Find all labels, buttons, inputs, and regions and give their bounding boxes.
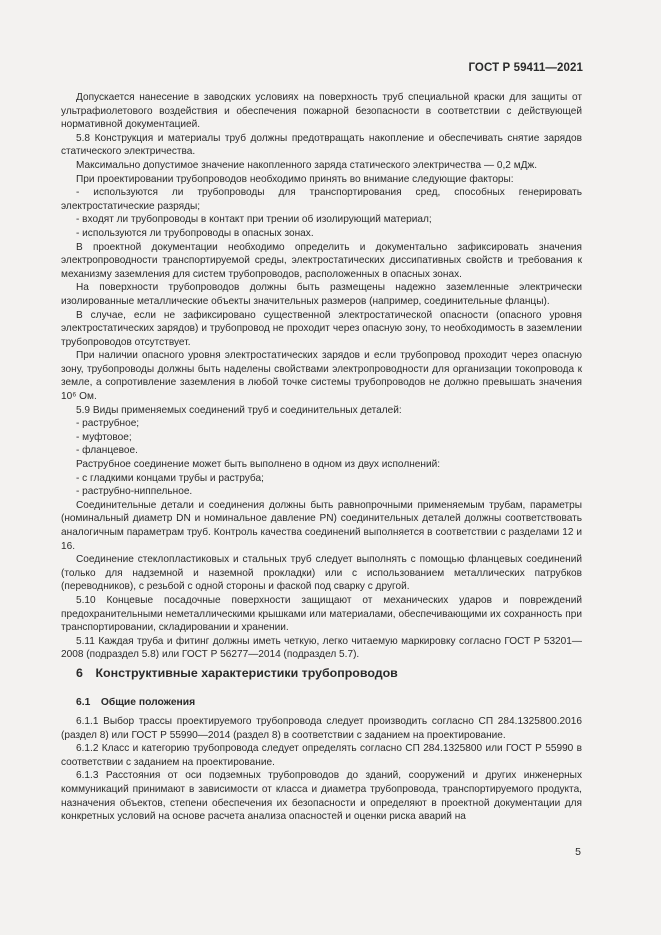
list-item: - с гладкими концами трубы и раструба; <box>76 472 264 484</box>
paragraph: 5.10 Концевые посадочные поверхности защищают от механических ударов и повреждений предохранительными неметаллическими крышками или материалами, обеспечивающими их сохранность при транспортировании, складировании и хранении. <box>61 594 582 634</box>
paragraph: На поверхности трубопроводов должны быть размещены надежно заземленные электрически изолированные металлические объекты значительных размеров (например, соединительные фланцы). <box>61 282 582 307</box>
paragraph: Соединительные детали и соединения должны быть равнопрочными применяемым трубам, параметры (номинальный диаметр DN и номинальное давление PN) соединительных деталей должны соответствовать аналогичным параметрам труб. Контроль качества соединений выполняется в соответствии с разделами 12 и 16. <box>61 499 582 552</box>
section-5-text <box>61 91 582 662</box>
paragraph: 6.1.1 Выбор трассы проектируемого трубопровода следует производить согласно СП 284.1325800.2016 (раздел 8) или ГОСТ Р 55990—2014 (раздел 8) в соответствии с заданием на проектирование. <box>61 716 582 741</box>
list-item: - раструбное; <box>76 418 140 430</box>
paragraph: Раструбное соединение может быть выполнено в одном из двух исполнений: <box>76 459 441 471</box>
paragraph: 6.1.2 Класс и категорию трубопровода следует определять согласно СП 284.1325800 или ГОСТ Р 55990 в соответствии с заданием на проектирование. <box>61 743 582 768</box>
list-item: - раструбно-ниппельное. <box>76 486 193 498</box>
paragraph: В случае, если не зафиксировано существенной электростатической опасности (опасного уровня электростатических зарядов) и трубопровод не проходит через опасную зону, то необходимость в заземлении трубопроводов отсутствует. <box>61 309 582 348</box>
subsection-heading <box>76 697 195 708</box>
list-item: - фланцевое. <box>76 445 138 457</box>
paragraph: При проектировании трубопроводов необходимо принять во внимание следующие факторы: <box>76 173 514 185</box>
list-item: - используются ли трубопроводы для транспортирования сред, способных генерировать электростатические разряды; <box>61 187 582 212</box>
section-6-text <box>61 715 582 824</box>
paragraph: 6.1.3 Расстояния от оси подземных трубопроводов до зданий, сооружений и других инженерных коммуникаций принимают в зависимости от класса и диаметра трубопровода, транспортируемого продукта, назначения объектов, степени обеспечения их безопасности и определяют в проектной документации для конкретных условий на основе расчета анализа опасностей и оценки риска аварий на <box>61 770 582 823</box>
paragraph: Соединение стеклопластиковых и стальных труб следует выполнять с помощью фланцевых соединений (только для надземной и наземной прокладки) или с использованием металлических патрубков (переводников), с резьбой с одной стороны и фаской под сварку с другой. <box>61 554 582 593</box>
section-number: 6 <box>76 666 83 680</box>
section-title: Конструктивные характеристики трубопроводов <box>95 666 398 680</box>
list-item: - используются ли трубопроводы в опасных зонах. <box>76 227 314 239</box>
list-item: - входят ли трубопроводы в контакт при трении об изолирующий материал; <box>76 214 432 226</box>
list-item: - муфтовое; <box>76 431 132 443</box>
section-heading <box>76 666 398 680</box>
paragraph: 5.11 Каждая труба и фитинг должны иметь четкую, легко читаемую маркировку согласно ГОСТ Р 53201—2008 (подраздел 5.8) или ГОСТ Р 56277—2014 (подраздел 5.7). <box>61 635 582 661</box>
subsection-title: Общие положения <box>100 697 196 708</box>
subsection-number: 6.1 <box>76 697 91 708</box>
paragraph: 5.8 Конструкция и материалы труб должны предотвращать накопление и обеспечивать снятие зарядов статического электричества. <box>61 132 582 158</box>
paragraph: Максимально допустимое значение накопленного заряда статического электричества — 0,2 мДж. <box>76 159 538 171</box>
paragraph: При наличии опасного уровня электростатических зарядов и если трубопровод проходит через опасную зону, трубопроводы должны быть наделены свойствами электропроводности для организации токопровода к земле, а сопротивление заземления в любой точке системы трубопроводов не должно превышать значения 10⁶ Ом. <box>61 350 582 403</box>
paragraph: 5.9 Виды применяемых соединений труб и соединительных деталей: <box>76 404 402 416</box>
paragraph: В проектной документации необходимо определить и документально зафиксировать значения электропроводности транспортируемой среды, электростатических диссипативных свойств и требования к механизму заземления для систем трубопроводов, расположенных в опасных зонах. <box>61 241 582 280</box>
page-number: 5 <box>575 846 581 858</box>
standard-header: ГОСТ Р 59411—2021 <box>468 62 583 74</box>
paragraph: Допускается нанесение в заводских условиях на поверхность труб специальной краски для защиты от ультрафиолетового воздействия и обеспечения пожарной безопасности в соответствии с действующей нормативной документацией. <box>61 92 582 131</box>
